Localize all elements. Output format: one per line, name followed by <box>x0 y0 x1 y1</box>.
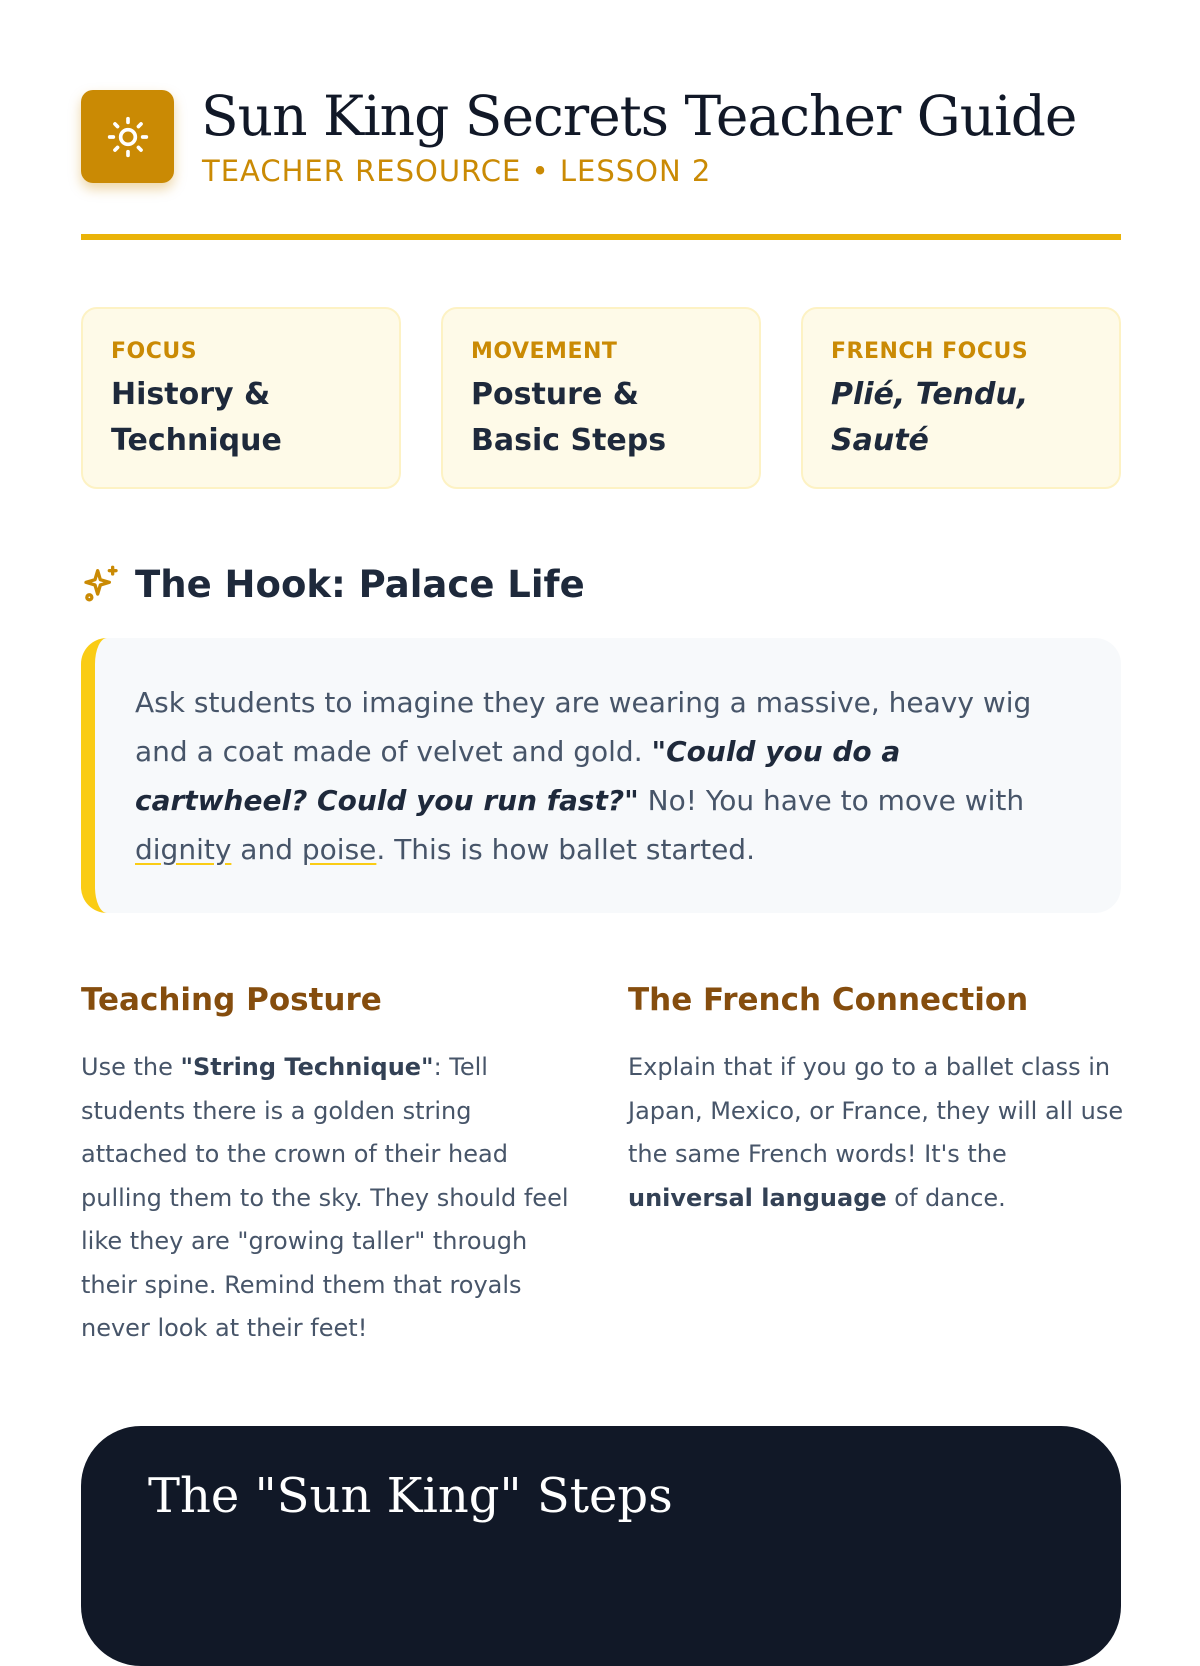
body-text: of dance. <box>886 1183 1006 1212</box>
sparkles-icon <box>81 564 121 604</box>
card-value: Posture & Basic Steps <box>471 377 667 458</box>
section-body <box>81 1046 577 1351</box>
body-text: Use the <box>81 1053 181 1081</box>
focus-card <box>81 307 401 489</box>
logo <box>81 90 174 183</box>
steps-title: The "Sun King" Steps <box>148 1468 673 1524</box>
hook-callout <box>81 638 1121 913</box>
card-value: History & Technique <box>111 377 282 458</box>
hook-text: No! You have to move with <box>638 784 1025 817</box>
keyword-poise: poise <box>301 833 377 866</box>
body-text: Explain that if you go to a ballet class in Japan, Mexico, or France, they will all use the same French words! It's the <box>628 1053 1124 1168</box>
sun-icon <box>106 115 150 159</box>
hook-text: . This is how ballet started. <box>376 833 755 866</box>
french-connection-section <box>628 982 1128 1220</box>
card-label: FRENCH FOCUS <box>831 339 1029 364</box>
section-heading: The French Connection <box>628 982 1029 1018</box>
teaching-posture-section <box>81 982 577 1351</box>
header-divider <box>81 234 1121 240</box>
hook-text: Ask students to imagine they are wearing a massive, heavy wig and a coat made of velvet and gold. <box>135 686 1032 768</box>
card-label: MOVEMENT <box>471 339 618 364</box>
body-bold: "String Technique" <box>180 1053 434 1081</box>
card-value: Plié, Tendu, Sauté <box>831 377 1029 458</box>
body-bold: universal language <box>628 1183 887 1212</box>
french-focus-card <box>801 307 1121 489</box>
page-subtitle: TEACHER RESOURCE • LESSON 2 <box>202 154 712 188</box>
movement-card <box>441 307 761 489</box>
page-title: Sun King Secrets Teacher Guide <box>201 84 1077 148</box>
hook-quote: "Could you do a cartwheel? Could you run fast?" <box>135 735 901 817</box>
section-body <box>628 1046 1128 1220</box>
page-header <box>81 84 1121 190</box>
body-text: : Tell students there is a golden string attached to the crown of their head pulling them to the sky. They should feel like they are "growing taller" through their spine. Remind them that royals never look at their feet! <box>81 1053 569 1342</box>
hook-title: The Hook: Palace Life <box>135 562 585 606</box>
card-label: FOCUS <box>111 339 198 364</box>
section-heading: Teaching Posture <box>81 982 382 1018</box>
keyword-dignity: dignity <box>135 833 232 866</box>
hook-text: and <box>231 833 302 866</box>
hook-heading <box>81 561 585 607</box>
sun-king-steps-panel <box>81 1426 1121 1666</box>
